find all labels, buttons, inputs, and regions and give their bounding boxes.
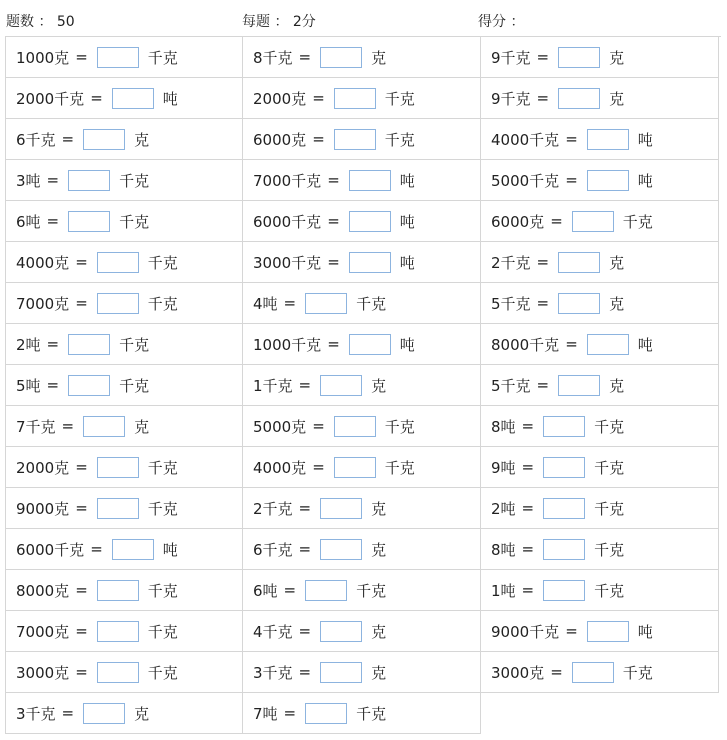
exercise-cell: [481, 201, 719, 242]
equals-sign: =: [46, 171, 60, 189]
unit-label: 克: [134, 130, 150, 149]
answer-input[interactable]: [83, 129, 125, 150]
points-per-question: 每题 ： 2分: [242, 14, 316, 30]
equals-sign: =: [536, 294, 550, 312]
exercise-cell: [6, 119, 243, 160]
question-text: 9吨: [491, 458, 516, 477]
exercise-cell: [6, 406, 243, 447]
question-text: 2吨: [16, 335, 41, 354]
exercise-cell: [243, 78, 481, 119]
exercise-cell: [6, 611, 243, 652]
exercise-cell: [243, 447, 481, 488]
question-text: 5000千克: [491, 171, 560, 190]
exercise-cell: [243, 611, 481, 652]
unit-label: 千克: [622, 663, 653, 682]
unit-label: 吨: [162, 540, 178, 559]
equals-sign: =: [312, 130, 325, 148]
exercise-cell: [243, 242, 481, 283]
answer-input[interactable]: [572, 211, 614, 232]
question-text: 7吨: [253, 704, 278, 723]
unit-label: 千克: [119, 335, 150, 354]
equals-sign: =: [536, 253, 550, 271]
answer-input[interactable]: [68, 334, 110, 355]
answer-input[interactable]: [558, 88, 600, 109]
equals-sign: =: [536, 376, 550, 394]
unit-label: 千克: [384, 89, 415, 108]
exercise-cell: [243, 406, 481, 447]
unit-label: 千克: [119, 212, 150, 231]
question-text: 5千克: [491, 294, 531, 313]
unit-label: 千克: [119, 376, 150, 395]
unit-label: 千克: [147, 581, 178, 600]
exercise-cell: [481, 283, 719, 324]
unit-label: 克: [371, 48, 387, 67]
equals-sign: =: [521, 417, 535, 435]
answer-input[interactable]: [587, 129, 629, 150]
question-text: 6千克: [16, 130, 56, 149]
exercise-cell: [6, 283, 243, 324]
answer-input[interactable]: [349, 334, 391, 355]
question-text: 8吨: [491, 540, 516, 559]
exercise-cell: [481, 160, 719, 201]
unit-label: 千克: [119, 171, 150, 190]
answer-input[interactable]: [543, 498, 585, 519]
exercise-grid: [5, 36, 721, 734]
unit-label: 千克: [147, 253, 178, 272]
answer-input[interactable]: [572, 662, 614, 683]
exercise-cell: [481, 37, 719, 78]
exercise-cell: [6, 78, 243, 119]
exercise-cell: [243, 119, 481, 160]
unit-label: 克: [609, 253, 625, 272]
answer-input[interactable]: [558, 47, 600, 68]
exercise-cell: [6, 242, 243, 283]
exercise-cell: [481, 529, 719, 570]
equals-sign: =: [521, 458, 535, 476]
unit-label: 克: [134, 704, 150, 723]
answer-input[interactable]: [334, 416, 376, 437]
equals-sign: =: [90, 540, 103, 558]
question-text: 6000千克: [16, 540, 85, 559]
equals-sign: =: [75, 253, 88, 271]
equals-sign: =: [298, 663, 312, 681]
exercise-cell: [6, 488, 243, 529]
equals-sign: =: [46, 376, 60, 394]
equals-sign: =: [283, 294, 297, 312]
unit-label: 千克: [147, 499, 178, 518]
equals-sign: =: [565, 335, 578, 353]
question-text: 9000克: [16, 499, 70, 518]
exercise-cell: [243, 652, 481, 693]
answer-input[interactable]: [587, 621, 629, 642]
unit-label: 千克: [356, 294, 387, 313]
exercise-cell: [6, 37, 243, 78]
exercise-cell: [243, 324, 481, 365]
question-text: 5千克: [491, 376, 531, 395]
question-text: 2000克: [16, 458, 70, 477]
exercise-cell: [481, 488, 719, 529]
exercise-cell: [243, 365, 481, 406]
question-text: 3千克: [253, 663, 293, 682]
unit-label: 克: [609, 294, 625, 313]
question-text: 7千克: [16, 417, 56, 436]
answer-input[interactable]: [334, 88, 376, 109]
answer-input[interactable]: [83, 703, 125, 724]
equals-sign: =: [298, 499, 312, 517]
unit-label: 千克: [147, 458, 178, 477]
exercise-cell: [481, 447, 719, 488]
equals-sign: =: [75, 48, 88, 66]
answer-input[interactable]: [305, 580, 347, 601]
unit-label: 吨: [399, 335, 415, 354]
equals-sign: =: [75, 622, 88, 640]
question-text: 9千克: [491, 48, 531, 67]
question-text: 2000克: [253, 89, 307, 108]
unit-label: 克: [609, 89, 625, 108]
answer-input[interactable]: [97, 662, 139, 683]
exercise-cell: [6, 365, 243, 406]
unit-label: 克: [371, 622, 387, 641]
equals-sign: =: [90, 89, 103, 107]
answer-input[interactable]: [68, 170, 110, 191]
equals-sign: =: [312, 458, 325, 476]
answer-input[interactable]: [68, 211, 110, 232]
question-text: 6000克: [253, 130, 307, 149]
question-text: 6千克: [253, 540, 293, 559]
question-text: 4000克: [253, 458, 307, 477]
answer-input[interactable]: [305, 293, 347, 314]
equals-sign: =: [75, 499, 88, 517]
answer-input[interactable]: [587, 170, 629, 191]
answer-input[interactable]: [558, 375, 600, 396]
equals-sign: =: [536, 48, 550, 66]
question-text: 3000克: [491, 663, 545, 682]
answer-input[interactable]: [112, 88, 154, 109]
exercise-cell: [6, 570, 243, 611]
answer-input[interactable]: [587, 334, 629, 355]
question-text: 4吨: [253, 294, 278, 313]
question-text: 8000克: [16, 581, 70, 600]
equals-sign: =: [327, 212, 340, 230]
exercise-cell: [243, 529, 481, 570]
question-text: 2吨: [491, 499, 516, 518]
exercise-cell: [481, 119, 719, 160]
question-text: 3000克: [16, 663, 70, 682]
exercise-cell: [6, 447, 243, 488]
question-text: 4000克: [16, 253, 70, 272]
question-count: 题数 ： 50: [6, 14, 75, 30]
equals-sign: =: [298, 622, 312, 640]
equals-sign: =: [536, 89, 550, 107]
question-text: 4千克: [253, 622, 293, 641]
question-text: 1000千克: [253, 335, 322, 354]
exercise-cell: [481, 611, 719, 652]
equals-sign: =: [61, 704, 75, 722]
answer-input[interactable]: [543, 580, 585, 601]
answer-input[interactable]: [68, 375, 110, 396]
unit-label: 克: [134, 417, 150, 436]
unit-label: 千克: [384, 458, 415, 477]
score-label: 得分 ：: [478, 14, 525, 30]
exercise-cell: [243, 201, 481, 242]
question-text: 7000千克: [253, 171, 322, 190]
equals-sign: =: [61, 130, 75, 148]
answer-input[interactable]: [112, 539, 154, 560]
answer-input[interactable]: [320, 662, 362, 683]
answer-input[interactable]: [543, 416, 585, 437]
question-text: 8000千克: [491, 335, 560, 354]
equals-sign: =: [75, 581, 88, 599]
unit-label: 千克: [384, 417, 415, 436]
equals-sign: =: [565, 130, 578, 148]
exercise-cell: [481, 78, 719, 119]
answer-input[interactable]: [320, 375, 362, 396]
answer-input[interactable]: [97, 252, 139, 273]
question-text: 9000千克: [491, 622, 560, 641]
unit-label: 千克: [594, 499, 625, 518]
question-text: 7000克: [16, 622, 70, 641]
question-text: 1吨: [491, 581, 516, 600]
equals-sign: =: [75, 294, 88, 312]
exercise-cell: [481, 406, 719, 447]
exercise-cell: [481, 242, 719, 283]
answer-input[interactable]: [349, 170, 391, 191]
unit-label: 克: [371, 499, 387, 518]
unit-label: 克: [371, 663, 387, 682]
unit-label: 千克: [594, 540, 625, 559]
question-text: 9千克: [491, 89, 531, 108]
question-text: 5吨: [16, 376, 41, 395]
empty-cell: [481, 693, 719, 734]
equals-sign: =: [283, 581, 297, 599]
answer-input[interactable]: [320, 539, 362, 560]
answer-input[interactable]: [334, 129, 376, 150]
answer-input[interactable]: [97, 47, 139, 68]
equals-sign: =: [46, 212, 60, 230]
question-text: 3千克: [16, 704, 56, 723]
exercise-cell: [481, 324, 719, 365]
equals-sign: =: [75, 458, 88, 476]
question-text: 2千克: [253, 499, 293, 518]
answer-input[interactable]: [97, 457, 139, 478]
equals-sign: =: [298, 540, 312, 558]
equals-sign: =: [298, 48, 312, 66]
exercise-cell: [6, 201, 243, 242]
exercise-cell: [243, 488, 481, 529]
equals-sign: =: [327, 171, 340, 189]
answer-input[interactable]: [97, 293, 139, 314]
answer-input[interactable]: [83, 416, 125, 437]
exercise-cell: [243, 37, 481, 78]
equals-sign: =: [312, 417, 325, 435]
question-text: 7000克: [16, 294, 70, 313]
exercise-cell: [6, 652, 243, 693]
answer-input[interactable]: [543, 457, 585, 478]
question-text: 2000千克: [16, 89, 85, 108]
unit-label: 吨: [637, 622, 653, 641]
question-text: 6000千克: [253, 212, 322, 231]
unit-label: 千克: [147, 48, 178, 67]
question-text: 2千克: [491, 253, 531, 272]
unit-label: 吨: [162, 89, 178, 108]
unit-label: 克: [609, 376, 625, 395]
unit-label: 吨: [399, 171, 415, 190]
unit-label: 吨: [399, 253, 415, 272]
question-text: 1千克: [253, 376, 293, 395]
worksheet-header: [0, 0, 727, 36]
question-text: 8吨: [491, 417, 516, 436]
equals-sign: =: [327, 253, 340, 271]
question-text: 5000克: [253, 417, 307, 436]
answer-input[interactable]: [558, 252, 600, 273]
question-text: 6000克: [491, 212, 545, 231]
unit-label: 千克: [147, 663, 178, 682]
answer-input[interactable]: [305, 703, 347, 724]
equals-sign: =: [61, 417, 75, 435]
answer-input[interactable]: [349, 252, 391, 273]
answer-input[interactable]: [320, 47, 362, 68]
question-text: 6吨: [253, 581, 278, 600]
exercise-cell: [243, 283, 481, 324]
equals-sign: =: [521, 499, 535, 517]
unit-label: 千克: [147, 622, 178, 641]
unit-label: 吨: [399, 212, 415, 231]
equals-sign: =: [46, 335, 60, 353]
unit-label: 克: [371, 540, 387, 559]
equals-sign: =: [283, 704, 297, 722]
question-text: 6吨: [16, 212, 41, 231]
answer-input[interactable]: [349, 211, 391, 232]
exercise-cell: [6, 324, 243, 365]
unit-label: 吨: [637, 171, 653, 190]
exercise-cell: [481, 365, 719, 406]
equals-sign: =: [521, 581, 535, 599]
equals-sign: =: [312, 89, 325, 107]
exercise-cell: [243, 693, 481, 734]
unit-label: 千克: [147, 294, 178, 313]
unit-label: 克: [371, 376, 387, 395]
answer-input[interactable]: [97, 621, 139, 642]
equals-sign: =: [550, 663, 563, 681]
equals-sign: =: [521, 540, 535, 558]
equals-sign: =: [327, 335, 340, 353]
exercise-cell: [243, 160, 481, 201]
unit-label: 吨: [637, 335, 653, 354]
question-text: 1000克: [16, 48, 70, 67]
unit-label: 克: [609, 48, 625, 67]
exercise-cell: [243, 570, 481, 611]
answer-input[interactable]: [97, 580, 139, 601]
unit-label: 千克: [622, 212, 653, 231]
equals-sign: =: [550, 212, 563, 230]
exercise-cell: [481, 570, 719, 611]
question-text: 3吨: [16, 171, 41, 190]
exercise-cell: [481, 652, 719, 693]
exercise-cell: [6, 693, 243, 734]
unit-label: 千克: [384, 130, 415, 149]
unit-label: 千克: [594, 458, 625, 477]
answer-input[interactable]: [320, 621, 362, 642]
equals-sign: =: [75, 663, 88, 681]
answer-input[interactable]: [558, 293, 600, 314]
equals-sign: =: [565, 171, 578, 189]
answer-input[interactable]: [320, 498, 362, 519]
question-text: 4000千克: [491, 130, 560, 149]
unit-label: 千克: [356, 581, 387, 600]
unit-label: 吨: [637, 130, 653, 149]
answer-input[interactable]: [543, 539, 585, 560]
exercise-cell: [6, 160, 243, 201]
unit-label: 千克: [594, 417, 625, 436]
unit-label: 千克: [356, 704, 387, 723]
question-text: 3000千克: [253, 253, 322, 272]
answer-input[interactable]: [97, 498, 139, 519]
question-text: 8千克: [253, 48, 293, 67]
equals-sign: =: [298, 376, 312, 394]
unit-label: 千克: [594, 581, 625, 600]
exercise-cell: [6, 529, 243, 570]
answer-input[interactable]: [334, 457, 376, 478]
equals-sign: =: [565, 622, 578, 640]
